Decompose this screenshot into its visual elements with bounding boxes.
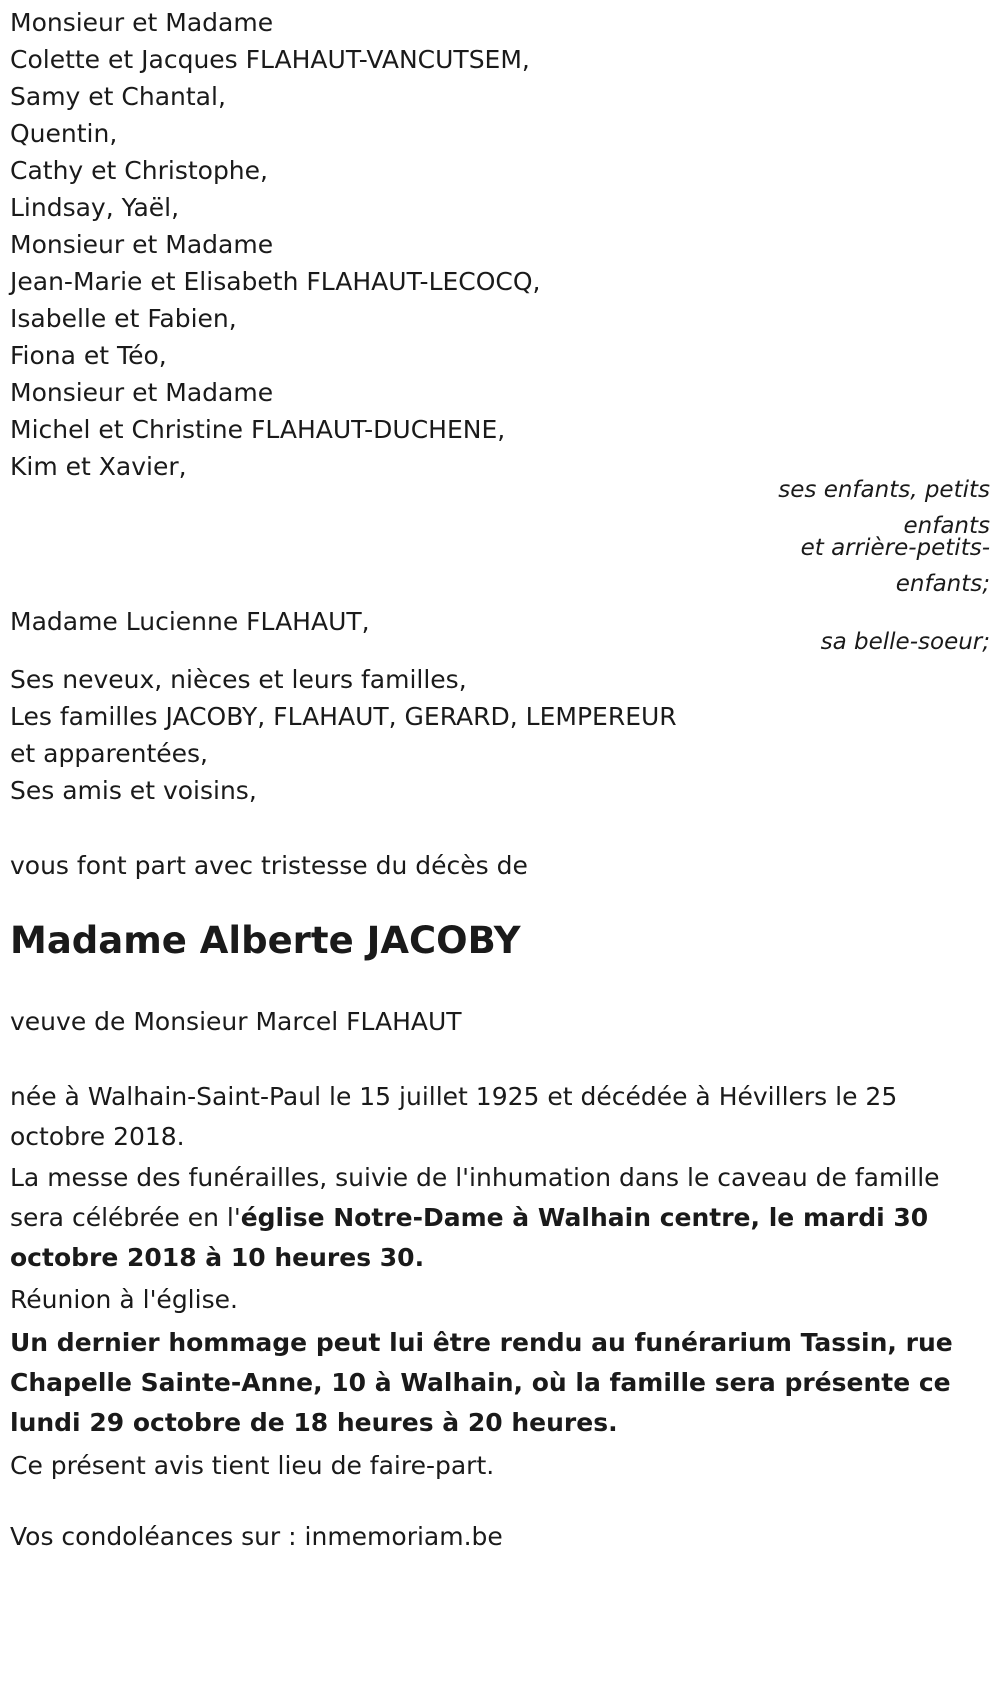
notice: Ce présent avis tient lieu de faire-part. bbox=[10, 1451, 495, 1480]
birth-death: née à Walhain-Saint-Paul le 15 juillet 1925 et décédée à Hévillers le 25 octobre 2018. bbox=[10, 1082, 898, 1151]
relation-children: enfants bbox=[903, 513, 990, 539]
sister-in-law: Madame Lucienne FLAHAUT, bbox=[10, 607, 370, 636]
meeting: Réunion à l'église. bbox=[10, 1285, 238, 1314]
family-line: Cathy et Christophe, bbox=[10, 156, 268, 185]
widow-of: veuve de Monsieur Marcel FLAHAUT bbox=[10, 1007, 462, 1036]
family-line: Monsieur et Madame bbox=[10, 378, 274, 407]
relation-children: et arrière-petits- bbox=[800, 535, 990, 561]
funeral-intro: La messe des funérailles, suivie de l'inhumation dans le caveau de famille sera célébrée en l' bbox=[10, 1163, 940, 1232]
others-line: Ses neveux, nièces et leurs familles, bbox=[10, 665, 467, 694]
family-line: Fiona et Téo, bbox=[10, 341, 167, 370]
family-line: Monsieur et Madame bbox=[10, 8, 274, 37]
others-line: Les familles JACOBY, FLAHAUT, GERARD, LEMPEREUR bbox=[10, 702, 677, 731]
relation-children: enfants; bbox=[895, 571, 990, 597]
family-line: Monsieur et Madame bbox=[10, 230, 274, 259]
condolences: Vos condoléances sur : inmemoriam.be bbox=[10, 1522, 503, 1551]
deceased-name: Madame Alberte JACOBY bbox=[10, 919, 521, 962]
others-line: Ses amis et voisins, bbox=[10, 776, 257, 805]
family-line: Lindsay, Yaël, bbox=[10, 193, 180, 222]
family-line: Kim et Xavier, bbox=[10, 452, 187, 481]
family-line: Jean-Marie et Elisabeth FLAHAUT-LECOCQ, bbox=[10, 267, 541, 296]
relation-children: ses enfants, petits bbox=[778, 477, 990, 503]
family-line: Samy et Chantal, bbox=[10, 82, 226, 111]
family-line: Michel et Christine FLAHAUT-DUCHENE, bbox=[10, 415, 506, 444]
funeral-details: église Notre-Dame à Walhain centre, le mardi 30 octobre 2018 à 10 heures 30. bbox=[10, 1203, 929, 1272]
relation-sister-in-law: sa belle-soeur; bbox=[820, 629, 990, 655]
tribute: Un dernier hommage peut lui être rendu au funérarium Tassin, rue Chapelle Sainte-Anne, 10 à Walhain, où la famille sera présente ce lundi 29 octobre de 18 heures à 20 heures. bbox=[10, 1328, 953, 1437]
family-line: Isabelle et Fabien, bbox=[10, 304, 237, 333]
funeral-info bbox=[10, 1158, 990, 1278]
announcement: vous font part avec tristesse du décès de bbox=[10, 851, 528, 880]
family-line: Quentin, bbox=[10, 119, 118, 148]
family-line: Colette et Jacques FLAHAUT-VANCUTSEM, bbox=[10, 45, 530, 74]
others-line: et apparentées, bbox=[10, 739, 208, 768]
